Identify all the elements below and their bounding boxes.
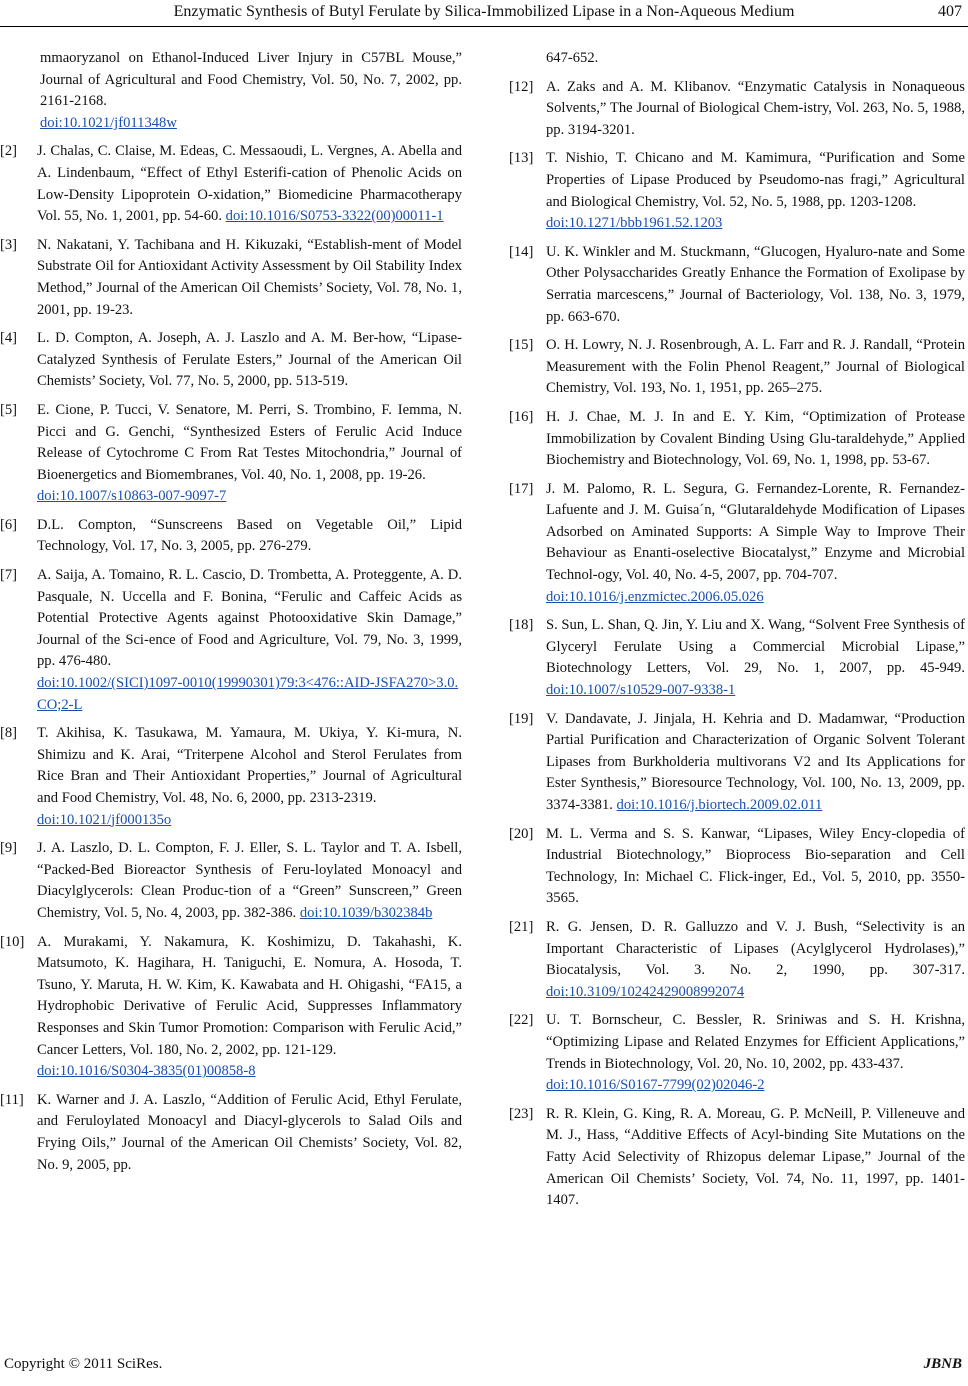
reference-3 <box>0 235 462 321</box>
reference-number: [9] <box>0 840 18 857</box>
reference-text: T. Akihisa, K. Tasukawa, M. Yamaura, M. Ukiya, Y. Ki-mura, N. Shimizu and K. Arai, “Triterpene Alcohol and Sterol Ferulates from Rice Bran and Their Antioxidant Properties,” Journal of Agricultural and Food Chemistry, Vol. 48, No. 6, 2000, pp. 2313-2319. <box>37 725 462 806</box>
reference-number: [15] <box>509 337 534 354</box>
reference-13 <box>509 148 965 234</box>
reference-1-continuation <box>0 48 462 134</box>
reference-9 <box>0 838 462 924</box>
doi-link[interactable]: doi:10.1271/bbb1961.52.1203 <box>546 215 723 232</box>
reference-text: E. Cione, P. Tucci, V. Senatore, M. Perri, S. Trombino, F. Iemma, N. Picci and G. Genchi, “Synthesized Esters of Ferulic Acid Induce Release of Cytochrome C From Rat Testes Mitochondria,” Journal of Bioenergetics and Biomembranes, Vol. 40, No. 1, 2008, pp. 19-26. <box>37 401 462 483</box>
reference-text: N. Nakatani, Y. Tachibana and H. Kikuzaki, “Establish-ment of Model Substrate Oil for Antioxidant Activity Assessment by Oil Stability Index Method,” Journal of the American Oil Chemists’ Society, Vol. 78, No. 1, 2001, pp. 19-23. <box>37 236 462 318</box>
reference-text: J. M. Palomo, R. L. Segura, G. Fernandez-Lorente, R. Fernandez-Lafuente and J. M. Guisa´n, “Glutaraldehyde Modification of Lipases Adsorbed on Aminated Supports: A Simple Way to Improve Their Behaviour as Enanti-oselective Biocatalyst,” Enzyme and Microbial Technol-ogy, Vol. 40, No. 4-5, 2007, pp. 704-707. <box>546 480 965 584</box>
doi-link[interactable]: doi:10.1016/S0753-3322(00)00011-1 <box>225 208 444 225</box>
doi-link[interactable]: doi:10.1016/S0304-3835(01)00858-8 <box>37 1063 256 1080</box>
reference-18 <box>509 615 965 701</box>
doi-link[interactable]: doi:10.1007/s10529-007-9338-1 <box>546 682 736 699</box>
right-column <box>509 48 965 1219</box>
reference-number: [10] <box>0 933 25 950</box>
reference-21 <box>509 917 965 1003</box>
reference-text: A. Murakami, Y. Nakamura, K. Koshimizu, D. Takahashi, K. Matsumoto, K. Hagihara, H. Taniguchi, E. Nomura, A. Hosoda, T. Tsuno, Y. Maruta, H. W. Kim, K. Kawabata and H. Ohigashi, “FA15, a Hydrophobic Derivative of Ferulic Acid, Suppresses Inflammatory Responses and Skin Tumor Promotion: Comparison with Ferulic Acid,” Cancer Letters, Vol. 180, No. 2, 2002, pp. 121-129. <box>37 933 462 1058</box>
reference-text: O. H. Lowry, N. J. Rosenbrough, A. L. Farr and R. J. Randall, “Protein Measurement with the Folin Phenol Reagent,” Journal of Biological Chemistry, Vol. 193, No. 1, 1951, pp. 265–275. <box>546 337 965 397</box>
running-header <box>0 0 968 26</box>
doi-link[interactable]: doi:10.1002/(SICI)1097-0010(19990301)79:3<476::AID-JSFA270>3.0.CO;2-L <box>37 675 459 713</box>
reference-number: [8] <box>0 725 18 742</box>
reference-text: A. Zaks and A. M. Klibanov. “Enzymatic Catalysis in Nonaqueous Solvents,” The Journal of Biological Chem-istry, Vol. 263, No. 5, 1988, pp. 3194-3201. <box>546 78 965 138</box>
reference-number: [21] <box>509 918 534 935</box>
reference-number: [16] <box>509 408 534 425</box>
copyright-notice: Copyright © 2011 SciRes. <box>4 1356 163 1372</box>
reference-number: [2] <box>0 143 18 160</box>
reference-text: K. Warner and J. A. Laszlo, “Addition of Ferulic Acid, Ethyl Ferulate, and Feruloylated Monoacyl and Diacyl-glycerols to Salad Oils and Frying Oils,” Journal of the American Oil Chemists’ Society, Vol. 82, No. 9, 2005, pp. <box>37 1091 462 1173</box>
reference-text: H. J. Chae, M. J. In and E. Y. Kim, “Optimization of Protease Immobilization by Covalent Binding Using Glu-taraldehyde,” Applied Biochemistry and Biotechnology, Vol. 69, No. 1, 1998, pp. 53-67. <box>546 408 965 469</box>
reference-number: [17] <box>509 480 534 497</box>
reference-number: [3] <box>0 236 18 253</box>
reference-20 <box>509 824 965 910</box>
reference-5 <box>0 400 462 508</box>
reference-11 <box>0 1090 462 1176</box>
reference-text: J. Chalas, C. Claise, M. Edeas, C. Messaoudi, L. Vergnes, A. Abella and A. Lindenbaum, “Effect of Ethyl Esterifi-cation of Phenolic Acids on Low-Density Lipoprotein O-xidation,” Biomedicine Pharmacotherapy Vol. 55, No. 1, 2001, pp. 54-60. <box>37 143 462 225</box>
header-rule <box>0 26 968 27</box>
reference-23 <box>509 1104 965 1212</box>
doi-link[interactable]: doi:10.1016/j.enzmictec.2006.05.026 <box>546 588 764 605</box>
reference-number: [12] <box>509 78 534 95</box>
reference-text: L. D. Compton, A. Joseph, A. J. Laszlo and A. M. Ber-how, “Lipase-Catalyzed Synthesis of Ferulate Esters,” Journal of the American Oil Chemists’ Society, Vol. 77, No. 5, 2000, pp. 513-519. <box>37 330 462 390</box>
reference-text: R. R. Klein, G. King, R. A. Moreau, G. P. McNeill, P. Villeneuve and M. J., Hass, “Additive Effects of Acyl-binding Site Mutations on the Fatty Acid Selectivity of Rhizopus delemar Lipase,” Journal of the American Oil Chemists’ Society, Vol. 74, No. 11, 1997, pp. 1401- 1407. <box>546 1105 965 1209</box>
reference-11-continuation <box>509 48 965 70</box>
page-number: 407 <box>938 3 962 20</box>
reference-number: [6] <box>0 516 18 533</box>
reference-number: [5] <box>0 401 18 418</box>
reference-number: [23] <box>509 1105 534 1122</box>
reference-7 <box>0 565 462 716</box>
reference-number: [14] <box>509 243 534 260</box>
reference-14 <box>509 242 965 328</box>
reference-6 <box>0 515 462 558</box>
reference-text: V. Dandavate, J. Jinjala, H. Kehria and D. Madamwar, “Production Partial Purification and Characterization of Organic Solvent Tolerant Lipases from Burkholderia multivorans V2 and Its Applications for Ester Synthesis,” Bioresource Technology, Vol. 100, No. 13, 2009, pp. 3374-3381. <box>546 710 965 813</box>
doi-link[interactable]: doi:10.1016/S0167-7799(02)02046-2 <box>546 1077 765 1094</box>
reference-text: D.L. Compton, “Sunscreens Based on Vegetable Oil,” Lipid Technology, Vol. 17, No. 3, 2005, pp. 276-279. <box>37 516 462 555</box>
doi-link[interactable]: doi:10.1016/j.biortech.2009.02.011 <box>616 797 823 813</box>
reference-number: [7] <box>0 567 18 584</box>
reference-text: T. Nishio, T. Chicano and M. Kamimura, “Purification and Some Properties of Lipase Produced by Pseudomo-nas fragi,” Agricultural and Biological Chemistry, Vol. 52, No. 5, 1988, pp. 1203-1208. <box>546 150 965 210</box>
reference-12 <box>509 77 965 142</box>
reference-16 <box>509 407 965 472</box>
reference-text: R. G. Jensen, D. R. Galluzzo and V. J. Bush, “Selectivity is an Important Characteristic of Lipases (Acylglycerol Hydrolases),” Biocatalysis, Vol. 3. No. 2, 1990, pp. 307-317. <box>546 918 965 979</box>
reference-10 <box>0 932 462 1083</box>
reference-text: U. K. Winkler and M. Stuckmann, “Glucogen, Hyaluro-nate and Some Other Polysaccharides Greatly Enhance the Formation of Exolipase by Serratia marcescens,” Journal of Bacteriology, Vol. 138, No. 3, 1979, pp. 663-670. <box>546 243 965 325</box>
reference-text: U. T. Bornscheur, C. Bessler, R. Sriniwas and S. H. Krishna, “Optimizing Lipase and Related Enzymes for Efficient Applications,” Trends in Biotechnology, Vol. 20, No. 10, 2002, pp. 433-437. <box>546 1012 965 1072</box>
reference-text: 647-652. <box>546 50 599 66</box>
doi-link[interactable]: doi:10.1039/b302384b <box>299 904 433 921</box>
reference-4 <box>0 328 462 393</box>
doi-link[interactable]: doi:10.1021/jf000135o <box>37 811 172 828</box>
reference-text: mmaoryzanol on Ethanol-Induced Liver Injury in C57BL Mouse,” Journal of Agricultural and Food Chemistry, Vol. 50, No. 7, 2002, pp. 2161-2168. <box>40 50 462 110</box>
reference-text: M. L. Verma and S. S. Kanwar, “Lipases, Wiley Ency-clopedia of Industrial Biotechnology,” Bioprocess Bio-separation and Cell Technology, In: Michael C. Flick-inger, Ed., Vol. 5, 2010, pp. 3550-3565. <box>546 825 965 907</box>
doi-link[interactable]: doi:10.1021/jf011348w <box>40 114 177 131</box>
reference-number: [18] <box>509 617 534 634</box>
reference-22 <box>509 1010 965 1096</box>
page-footer <box>0 1352 968 1376</box>
journal-abbreviation: JBNB <box>923 1356 962 1372</box>
reference-text: J. A. Laszlo, D. L. Compton, F. J. Eller, S. L. Taylor and T. A. Isbell, “Packed-Bed Bioreactor Synthesis of Feru-loylated Monoacyl and Diacylglycerols: Clean Produc-tion of a “Green” Sunscreen,” Green Chemistry, Vol. 5, No. 4, 2003, pp. 382-386. <box>37 840 462 921</box>
reference-text: A. Saija, A. Tomaino, R. L. Cascio, D. Trombetta, A. Proteggente, A. D. Pasquale, N. Uccella and F. Bonina, “Ferulic and Caffeic Acids as Potential Protective Agents against Photooxidative Skin Damage,” Journal of the Sci-ence of Food and Agriculture, Vol. 79, No. 3, 1999, pp. 476-480. <box>37 567 462 670</box>
doi-link[interactable]: doi:10.3109/10242429008992074 <box>546 983 745 1000</box>
reference-19 <box>509 709 965 817</box>
reference-8 <box>0 723 462 831</box>
reference-15 <box>509 335 965 400</box>
running-title: Enzymatic Synthesis of Butyl Ferulate by Silica-Immobilized Lipase in a Non-Aqueous Medium <box>173 3 795 20</box>
reference-2 <box>0 141 462 227</box>
reference-17 <box>509 479 965 609</box>
doi-link[interactable]: doi:10.1007/s10863-007-9097-7 <box>37 488 227 505</box>
reference-number: [20] <box>509 825 534 842</box>
reference-text: S. Sun, L. Shan, Q. Jin, Y. Liu and X. Wang, “Solvent Free Synthesis of Glyceryl Ferulate Using a Commercial Microbial Lipase,” Biotechnology Letters, Vol. 29, No. 1, 2007, pp. 45-949. <box>546 617 965 677</box>
left-column <box>0 48 462 1183</box>
reference-number: [19] <box>509 710 534 727</box>
reference-number: [13] <box>509 150 534 167</box>
reference-number: [11] <box>0 1091 24 1108</box>
reference-number: [4] <box>0 330 18 347</box>
reference-number: [22] <box>509 1012 534 1029</box>
